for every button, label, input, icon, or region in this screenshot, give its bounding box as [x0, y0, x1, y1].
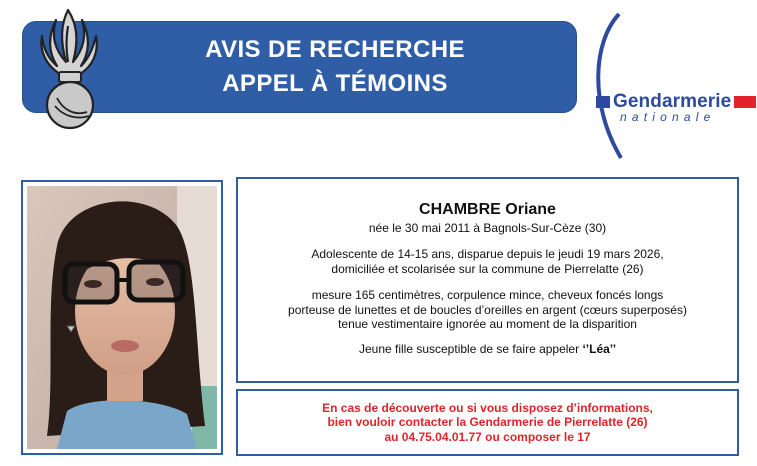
banner-title — [95, 22, 575, 112]
logo-wordmark: Gendarmerie — [613, 91, 732, 112]
disappearance-line: Adolescente de 14-15 ans, disparue depuis le jeudi 19 mars 2026, — [311, 247, 664, 261]
gendarmerie-grenade-icon — [35, 6, 105, 131]
banner-title-line1: AVIS DE RECHERCHE — [205, 36, 465, 63]
person-name: CHAMBRE Oriane — [419, 201, 556, 218]
logo-blue-block — [596, 96, 610, 108]
nickname-prefix: Jeune fille susceptible de se faire appeler — [358, 341, 583, 356]
residence-line: domiciliée et scolarisée sur la commune de Pierrelatte (26) — [331, 261, 644, 276]
nickname-value: ‘’Léa’’ — [582, 341, 617, 356]
contact-phone-line: au 04.75.04.01.77 ou composer le 17 — [384, 429, 591, 444]
description-line: tenue vestimentaire ignorée au moment de la disparition — [338, 317, 637, 332]
contact-line: bien vouloir contacter la Gendarmerie de Pierrelatte (26) — [327, 415, 648, 430]
contact-info — [236, 389, 739, 456]
logo-red-block — [734, 96, 756, 108]
missing-person-photo — [27, 186, 217, 449]
missing-person-details — [236, 177, 739, 383]
gendarmerie-logo-arc-icon — [585, 12, 625, 160]
logo-subword: nationale — [620, 110, 716, 124]
description-paragraph — [238, 288, 737, 332]
header-banner — [22, 21, 577, 113]
banner-title-line2: APPEL À TÉMOINS — [222, 70, 448, 97]
description-line: porteuse de lunettes et de boucles d’oreilles en argent (cœurs superposés) — [288, 302, 687, 317]
missing-person-photo-frame — [21, 180, 223, 455]
description-line: mesure 165 centimètres, corpulence mince, cheveux foncés longs — [311, 288, 664, 303]
nickname-line — [238, 342, 737, 356]
contact-line: En cas de découverte ou si vous disposez d’informations, — [322, 400, 653, 415]
person-birth: née le 30 mai 2011 à Bagnols-Sur-Cèze (30) — [368, 221, 607, 235]
disappearance-paragraph — [238, 247, 737, 276]
